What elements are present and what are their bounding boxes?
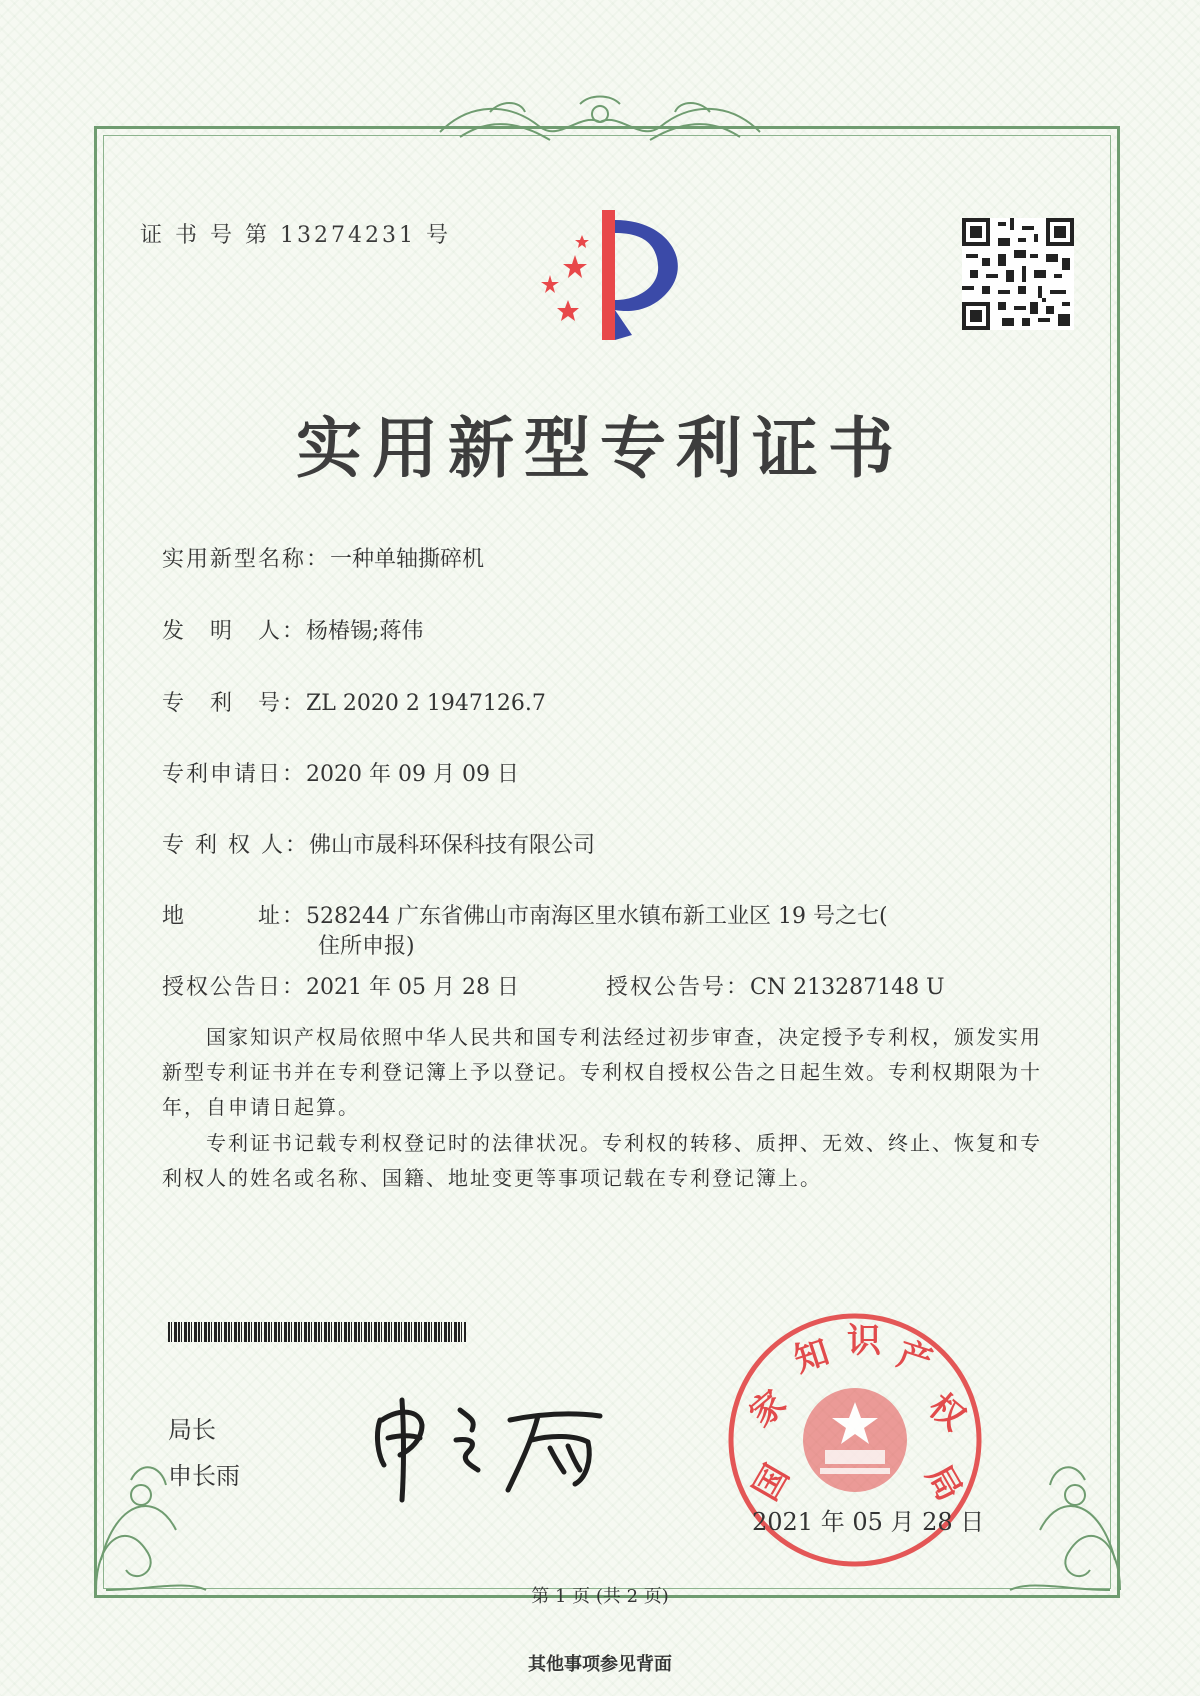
field-label: 地 址：: [162, 904, 307, 929]
page-indicator: 第 1 页 (共 2 页): [531, 1586, 669, 1607]
svg-text:识: 识: [847, 1321, 881, 1361]
inventor-row: [162, 614, 423, 645]
field-label: 专 利 号：: [162, 691, 307, 716]
svg-text:权: 权: [920, 1386, 973, 1439]
field-value: 杨椿锡;蒋伟: [306, 619, 424, 644]
field-label: 授权公告日：: [162, 975, 307, 1000]
svg-text:知: 知: [789, 1332, 834, 1381]
grant-statement-paragraph: 国家知识产权局依照中华人民共和国专利法经过初步审查，决定授予专利权，颁发实用新型专利证书并在专利登记簿上予以登记。专利权自授权公告之日起生效。专利权期限为十年，自申请日起算。: [162, 1025, 1042, 1119]
document-title: 实用新型专利证书: [296, 410, 904, 487]
svg-text:国: 国: [745, 1457, 798, 1508]
certificate-number: 证 书 号 第 13274231 号: [140, 223, 451, 248]
grant-date-row: [162, 970, 519, 1001]
signatory-name: 申长雨: [168, 1462, 240, 1490]
signature-icon: [360, 1380, 620, 1510]
field-value: 2020 年 09 月 09 日: [306, 762, 519, 787]
qr-code-icon: [962, 218, 1074, 330]
address-line2: 住所申报): [318, 934, 415, 959]
svg-text:产: 产: [892, 1334, 938, 1383]
field-value: 一种单轴撕碎机: [330, 547, 485, 572]
patent-number-row: [162, 686, 546, 717]
back-side-note: 其他事项参见背面: [528, 1654, 672, 1675]
address-row: [162, 899, 888, 930]
signatory-title: 局长: [168, 1416, 216, 1444]
utility-model-name-row: [162, 542, 484, 573]
field-value: ZL 2020 2 1947126.7: [306, 691, 546, 716]
svg-text:家: 家: [742, 1382, 794, 1436]
grant-number-row: [606, 970, 945, 1001]
field-value: 528244 广东省佛山市南海区里水镇布新工业区 19 号之七(: [306, 904, 888, 929]
field-value: CN 213287148 U: [750, 975, 945, 1000]
legal-status-paragraph: 专利证书记载专利权登记时的法律状况。专利权的转移、质押、无效、终止、恢复和专利权人的姓名或名称、国籍、地址变更等事项记载在专利登记簿上。: [162, 1131, 1042, 1190]
filing-date-row: [162, 757, 519, 788]
svg-text:局: 局: [917, 1458, 970, 1508]
patentee-row: [162, 828, 595, 859]
cnipa-logo-icon: [520, 205, 690, 345]
field-label: 实用新型名称：: [162, 547, 331, 572]
field-label: 发 明 人：: [162, 619, 307, 644]
field-value: 2021 年 05 月 28 日: [306, 975, 519, 1000]
field-label: 授权公告号：: [606, 975, 751, 1000]
barcode-icon: [168, 1322, 466, 1342]
field-value: 佛山市晟科环保科技有限公司: [308, 833, 595, 858]
field-label: 专 利 权 人：: [162, 833, 309, 858]
seal-date: 2021 年 05 月 28 日: [752, 1508, 985, 1536]
top-ornament-icon: [430, 92, 770, 152]
field-label: 专利申请日：: [162, 762, 307, 787]
bottom-right-ornament-icon: [1000, 1440, 1130, 1600]
